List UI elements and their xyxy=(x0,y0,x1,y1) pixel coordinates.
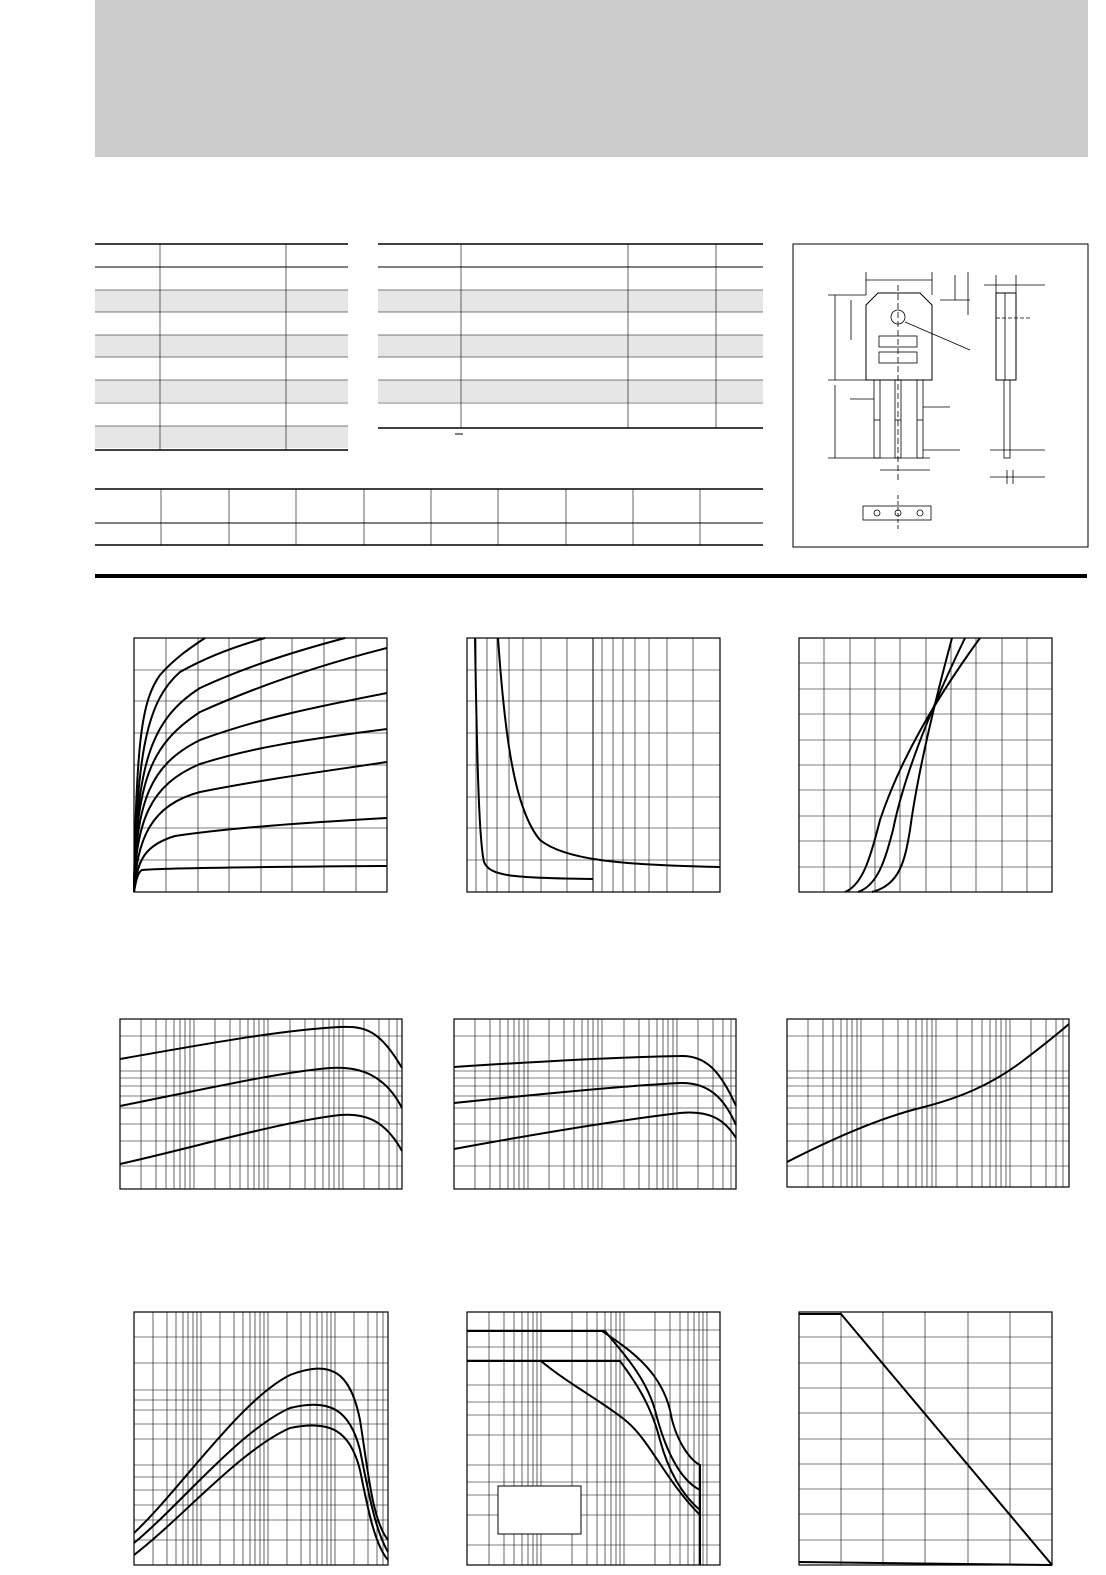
chart-7-frame xyxy=(134,1312,388,1565)
chart-9-grid xyxy=(799,1312,1052,1565)
chart-3-grid xyxy=(799,638,1052,892)
electrical-table xyxy=(378,244,763,434)
chart-4 xyxy=(120,1019,402,1189)
chart-2-curves xyxy=(475,638,720,879)
chart-6-frame xyxy=(787,1019,1069,1187)
classification-table xyxy=(95,489,763,545)
chart-4-curve xyxy=(120,1027,402,1068)
ratings-table-row-shade xyxy=(95,335,348,357)
chart-1-grid xyxy=(134,638,387,892)
chart-7-curve xyxy=(134,1369,388,1540)
chart-7 xyxy=(134,1312,388,1565)
chart-4-curves xyxy=(120,1027,402,1164)
ratings-table-row-shade xyxy=(95,380,348,402)
package-outline-frame xyxy=(793,244,1088,547)
electrical-table-row-shade xyxy=(378,290,763,312)
chart-8-curve xyxy=(467,1331,700,1490)
chart-9-frame xyxy=(799,1312,1052,1565)
chart-5-grid xyxy=(454,1019,736,1189)
chart-1-curve xyxy=(134,866,387,892)
electrical-table-row-shade xyxy=(378,335,763,357)
chart-3 xyxy=(799,638,1052,892)
chart-4-grid xyxy=(120,1019,402,1189)
ratings-table-row-shade xyxy=(95,426,348,448)
chart-6-curve xyxy=(787,1024,1069,1162)
chart-2-curve xyxy=(475,638,593,879)
chart-2 xyxy=(467,638,720,892)
chart-1-curve xyxy=(134,693,387,892)
electrical-table-row-shade xyxy=(378,380,763,402)
chart-2-grid xyxy=(467,638,720,892)
chart-9-curves xyxy=(799,1314,1052,1565)
chart-5-curves xyxy=(454,1056,736,1149)
chart-6-grid xyxy=(787,1019,1069,1187)
chart-4-frame xyxy=(120,1019,402,1189)
chart-1 xyxy=(134,638,387,892)
ratings-table-row-shade xyxy=(95,290,348,312)
chart-9-curve xyxy=(799,1314,1052,1565)
chart-7-curve xyxy=(134,1405,388,1552)
chart-9 xyxy=(799,1312,1052,1565)
chart-7-grid xyxy=(134,1312,388,1565)
chart-5-frame xyxy=(454,1019,736,1189)
chart-5 xyxy=(454,1019,736,1189)
chart-5-curve xyxy=(454,1083,736,1125)
chart-5-curve xyxy=(454,1112,736,1149)
chart-2-curve xyxy=(498,638,720,867)
chart-8 xyxy=(467,1312,720,1565)
package-outline xyxy=(793,244,1088,547)
chart-4-curve xyxy=(120,1068,402,1108)
chart-7-curves xyxy=(134,1369,388,1560)
chart-1-curve xyxy=(134,818,387,892)
ratings-table xyxy=(95,244,348,450)
chart-4-curve xyxy=(120,1115,402,1164)
chart-1-curve xyxy=(134,648,387,892)
chart-8-inset-box xyxy=(498,1486,581,1534)
chart-6 xyxy=(787,1019,1069,1187)
